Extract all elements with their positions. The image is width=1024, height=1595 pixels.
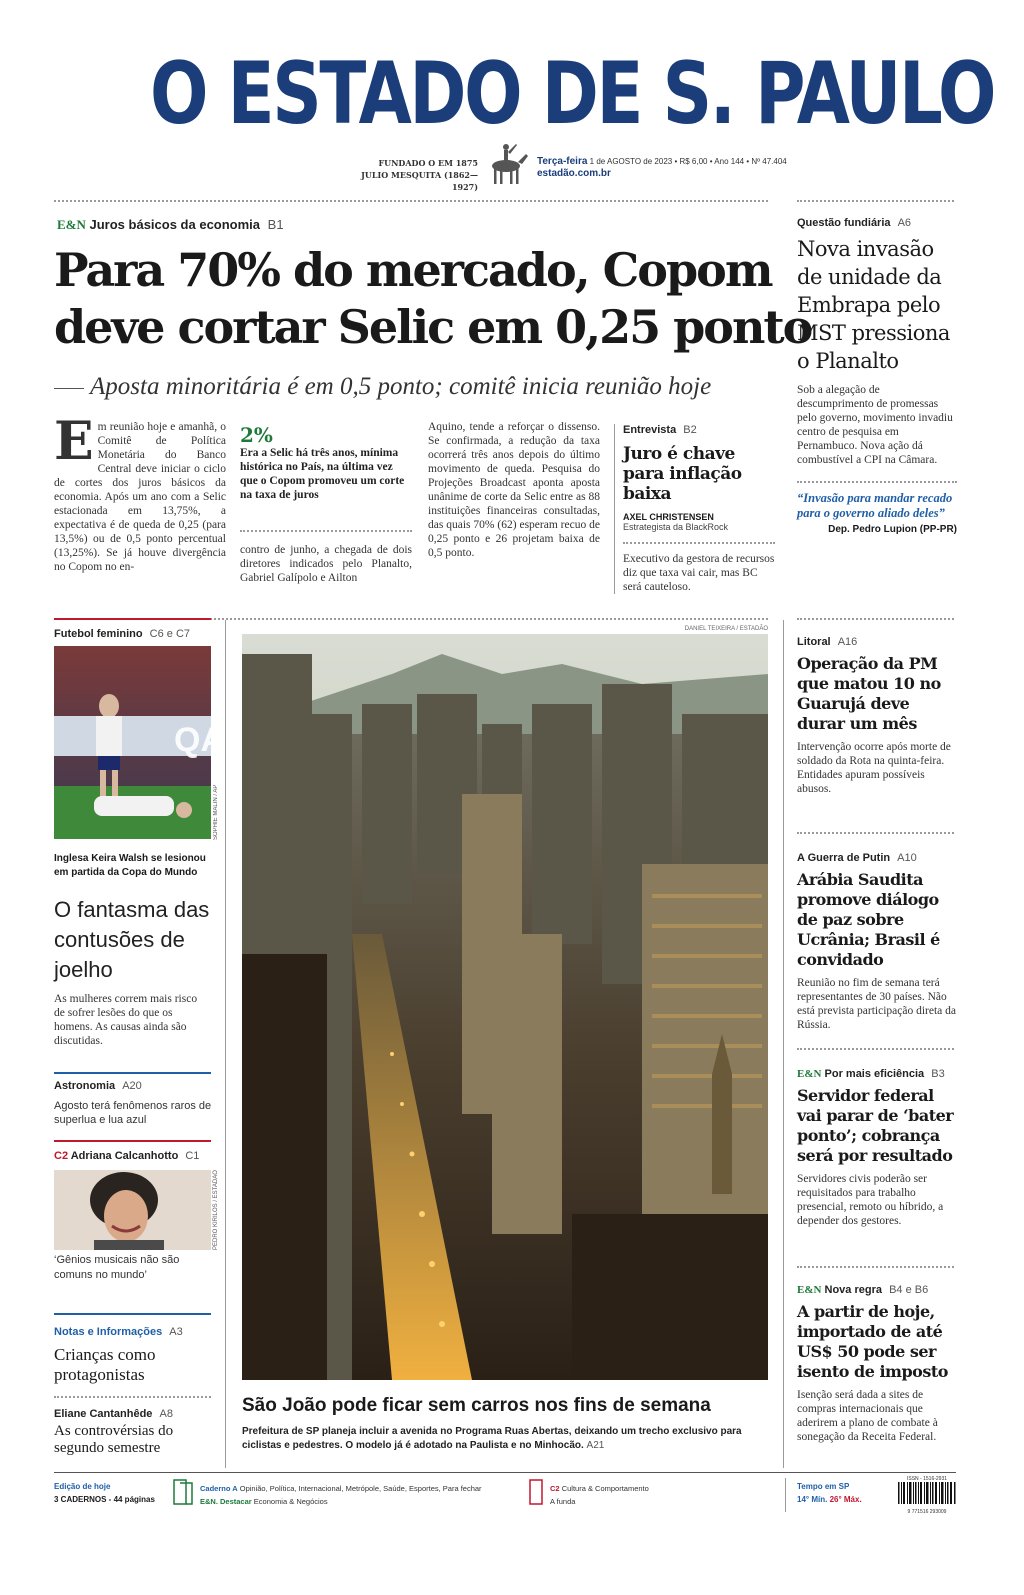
notes-headline[interactable]: Crianças como protagonistas	[54, 1345, 156, 1384]
putin-kicker-ref: A10	[897, 852, 917, 864]
founded-line: FUNDADO O EM 1875	[378, 158, 478, 168]
barcode	[898, 1476, 956, 1515]
servidor-kicker-ref: B3	[931, 1068, 945, 1080]
regra-kicker-text: Nova regra	[824, 1284, 882, 1296]
left-column-divider	[225, 620, 226, 1468]
sport-kicker	[54, 628, 190, 640]
footer-edition-label: Edição de hoje	[54, 1482, 111, 1491]
lead-section-tag: E&N	[57, 217, 86, 232]
litoral-kicker	[797, 636, 957, 648]
opinion-kicker	[54, 1408, 173, 1420]
right-top-kicker-text: Questão fundiária	[797, 217, 891, 229]
regra-section-tag: E&N	[797, 1284, 822, 1296]
footer-c2-label: C2	[550, 1484, 560, 1493]
interview-kicker-text: Entrevista	[623, 424, 677, 436]
main-photo-headline[interactable]: São João pode ficar sem carros nos fins de semana	[242, 1395, 711, 1416]
lead-factbox	[240, 424, 412, 502]
barcode-number: 9 771516 293009	[907, 1509, 947, 1515]
right-top-headline: Nova invasão de unidade da Embrapa pelo MST pressiona o Planalto	[797, 237, 950, 373]
column-kicker	[54, 1150, 199, 1162]
interview-role: Estrategista da BlackRock	[623, 522, 729, 532]
sport-text: As mulheres correm mais risco de sofrer lesões do que os homens. As causas ainda são discutidas.	[54, 993, 198, 1047]
astro-kicker-ref: A20	[122, 1080, 142, 1092]
litoral-kicker-ref: A16	[837, 636, 858, 648]
putin-kicker-text: A Guerra de Putin	[797, 852, 891, 864]
servidor-section-tag: E&N	[797, 1068, 822, 1080]
masthead-founding	[338, 157, 478, 193]
right-top-divider	[797, 618, 954, 620]
top-divider-right	[797, 200, 954, 202]
servidor-kicker-text: Por mais eficiência	[824, 1068, 925, 1080]
sport-kicker-ref: C6 e C7	[149, 628, 191, 640]
right-top-quote-author: Dep. Pedro Lupion (PP-PR)	[828, 524, 957, 535]
servidor-story[interactable]	[797, 1068, 957, 1228]
putin-divider	[797, 1048, 954, 1050]
interview-box[interactable]	[614, 424, 775, 594]
regra-kicker	[797, 1284, 957, 1296]
sport-caption: Inglesa Keira Walsh se lesionou em partida da Copa do Mundo	[54, 853, 206, 878]
masthead-website-link[interactable]: estadão.com.br	[537, 168, 611, 179]
weather-min: 14° Mín.	[797, 1495, 828, 1504]
astro-kicker-text: Astronomia	[54, 1080, 116, 1092]
columnist-photo-credit: PEDRO KIRILOS / ESTADÃO	[213, 1170, 219, 1250]
main-photo-caption-ref: A21	[586, 1440, 605, 1451]
litoral-kicker-text: Litoral	[797, 636, 831, 648]
lead-kicker	[57, 217, 284, 233]
interview-headline: Juro é chave para inflação baixa	[623, 444, 742, 504]
factbox-number: 2%	[240, 423, 273, 447]
columnist-photo[interactable]	[54, 1170, 211, 1250]
right-column-divider	[783, 620, 784, 1468]
notes-kicker-text: Notas e Informações	[54, 1326, 163, 1338]
sport-photo-credit: SOPHIE MALIN / AP	[213, 784, 219, 840]
putin-headline: Arábia Saudita promove diálogo de paz sobre Ucrânia; Brasil é convidado	[797, 870, 940, 969]
footer-en-label: E&N. Destacar	[200, 1497, 252, 1506]
servidor-divider	[797, 1266, 954, 1268]
lead-headline-line1: Para 70% do mercado, Copom	[54, 243, 772, 297]
masthead-dateline	[537, 156, 837, 180]
right-top-kicker	[797, 217, 957, 229]
right-top-story[interactable]	[797, 217, 957, 535]
putin-story[interactable]	[797, 852, 957, 1032]
footer-divider	[785, 1478, 786, 1512]
interview-text: Executivo da gestora de recursos diz que taxa vai cair, mas BC será cauteloso.	[623, 553, 775, 593]
weather-max: 26° Máx.	[829, 1495, 862, 1504]
astro-kicker	[54, 1080, 142, 1092]
regra-story[interactable]	[797, 1284, 957, 1444]
footer-weather	[797, 1480, 877, 1506]
weather-label: Tempo em SP	[797, 1482, 850, 1491]
lead-kicker-text: Juros básicos da economia	[89, 217, 261, 232]
astro-text[interactable]: Agosto terá fenômenos raros de superlua e lua azul	[54, 1100, 212, 1126]
opinion-kicker-ref: A8	[159, 1408, 173, 1420]
lead-col2-text: contro de junho, a chegada de dois diretores indicados pelo Planalto, Gabriel Galípolo e Ailton	[240, 544, 412, 584]
founder-line: JULIO MESQUITA (1862—1927)	[361, 170, 478, 192]
masthead-edition-info: 1 de AGOSTO de 2023 • R$ 6,00 • Ano 144 • Nº 47.404	[589, 157, 787, 166]
column-text: ‘Gênios musicais não são comuns no mundo’	[54, 1254, 180, 1281]
masthead-day: Terça-feira	[537, 156, 588, 167]
column-rule	[54, 1140, 211, 1142]
right-top-quote: “Invasão para mandar recado para o governo aliado deles”	[797, 491, 953, 520]
sport-kicker-text: Futebol feminino	[54, 628, 143, 640]
regra-headline: A partir de hoje, importado de até US$ 50 pode ser isento de imposto	[797, 1302, 948, 1381]
lead-col3-text: Aquino, tende a reforçar o dissenso. Se confirmada, a redução da taxa ocorrerá três anos depois do último movimento de queda. Pesquisa do Projeções Broadcast aponta aposta unânime de corte da Selic entre as 88 instituições financeiras consultadas, das quais 70% (62) esperam recuo de 0,25 ponto e 26 projetam baixa de 0,5 ponto.	[428, 421, 600, 559]
sport-headline[interactable]: O fantasma das contusões de joelho	[54, 897, 210, 982]
opinion-rule	[54, 1396, 211, 1398]
lead-drop-cap: E	[54, 411, 94, 472]
regra-kicker-ref: B4 e B6	[889, 1284, 929, 1296]
lead-subhead	[54, 373, 774, 401]
horseman-logo-icon	[482, 140, 530, 188]
putin-kicker	[797, 852, 957, 864]
sport-rule	[54, 618, 211, 620]
footer-caderno-a-text: Opinião, Política, Internacional, Metrópole, Saúde, Esportes, Para fechar	[239, 1484, 482, 1493]
notes-rule	[54, 1313, 211, 1315]
column-kicker-ref: C1	[185, 1150, 200, 1162]
servidor-kicker	[797, 1068, 957, 1080]
main-photo-caption-text: Prefeitura de SP planeja incluir a avenida no Programa Ruas Abertas, deixando um trecho exclusivo para ciclistas e pedestres. O modelo já é adotado na Paulista e no Minhocão.	[242, 1426, 742, 1451]
right-top-text: Sob a alegação de descumprimento de promessas pelo governo, movimento invadiu centro de pesquisa em Pernambuco. Nova ação dá combustível a CPI na Câmara.	[797, 384, 953, 466]
main-photo-credit: DANIEL TEIXEIRA / ESTADÃO	[684, 626, 768, 632]
servidor-text: Servidores civis poderão ser requisitados para trabalho presencial, remoto ou híbrido, a depender dos gestores.	[797, 1173, 944, 1227]
lead-headline[interactable]	[54, 242, 812, 356]
svg-text:QA: QA	[174, 721, 225, 759]
masthead-title: O ESTADO DE S. PAULO	[150, 44, 995, 144]
footer-caderno-a[interactable]	[200, 1482, 510, 1508]
factbox-divider	[240, 530, 412, 532]
column-tag: C2	[54, 1150, 69, 1162]
notes-kicker	[54, 1326, 183, 1338]
footer-c2-sub: A funda	[550, 1497, 576, 1506]
putin-text: Reunião no fim de semana terá representantes de 30 países. Não está prevista participação direta da Rússia.	[797, 977, 957, 1031]
interview-name: AXEL CHRISTENSEN	[623, 512, 714, 522]
footer-edition-count: 3 CADERNOS - 44 páginas	[54, 1495, 155, 1504]
main-photo-sao-joao[interactable]	[242, 634, 768, 1380]
barcode-top-text: ISSN - 1516-2931	[906, 1476, 948, 1482]
opinion-kicker-text: Eliane Cantanhêde	[54, 1408, 153, 1420]
lead-col1-text: m reunião hoje e amanhã, o Comitê de Política Monetária do Banco Central deve iniciar o ciclo de cortes dos juros básicos da economia. Após um ano com a Selic estacionada em 13,75%, a expectativa é de queda de 0,25 (para 13,5%) ou de 0,5 ponto percentual (13,25%). Se já houve divergência no Copom no en-	[54, 421, 226, 573]
regra-text: Isenção será dada a sites de compras internacionais que aderirem a plano de combate à sonegação da Receita Federal.	[797, 1389, 938, 1443]
litoral-divider	[797, 832, 954, 834]
footer-en-text: Economia & Negócios	[253, 1497, 328, 1506]
main-photo-caption	[242, 1425, 770, 1453]
lead-subhead-text: Aposta minoritária é em 0,5 ponto; comitê inicia reunião hoje	[90, 373, 712, 400]
opinion-headline[interactable]: As controvérsias do segundo semestre	[54, 1423, 174, 1456]
caderno-a-icon	[172, 1478, 194, 1506]
factbox-text: Era a Selic há três anos, mínima histórica no País, na última vez que o Copom promoveu um corte na taxa de juros	[240, 447, 405, 501]
top-divider	[54, 200, 768, 202]
barcode-icon	[898, 1482, 956, 1504]
lead-body-col1	[54, 411, 226, 574]
lead-headline-line2: deve cortar Selic em 0,25 ponto	[54, 300, 812, 354]
litoral-story[interactable]	[797, 636, 957, 796]
litoral-headline: Operação da PM que matou 10 no Guarujá deve durar um mês	[797, 654, 941, 733]
column-kicker-text: Adriana Calcanhotto	[70, 1150, 179, 1162]
footer-c2[interactable]	[550, 1482, 750, 1508]
servidor-headline: Servidor federal vai parar de ‘bater ponto’; cobrança será por resultado	[797, 1086, 954, 1165]
footer-edition	[54, 1480, 164, 1506]
notes-kicker-ref: A3	[169, 1326, 183, 1338]
litoral-text: Intervenção ocorre após morte de soldado da Rota na quinta-feira. Entidades apuram possíveis abusos.	[797, 741, 951, 795]
c2-icon	[528, 1478, 544, 1506]
footer-rule	[54, 1472, 956, 1473]
astro-rule	[54, 1072, 211, 1074]
interview-kicker	[623, 424, 775, 436]
footer-caderno-a-label: Caderno A	[200, 1484, 238, 1493]
interview-kicker-ref: B2	[683, 424, 697, 436]
footer-c2-text: Cultura & Comportamento	[561, 1484, 649, 1493]
right-top-kicker-ref: A6	[897, 217, 912, 229]
lead-kicker-ref: B1	[267, 217, 284, 232]
